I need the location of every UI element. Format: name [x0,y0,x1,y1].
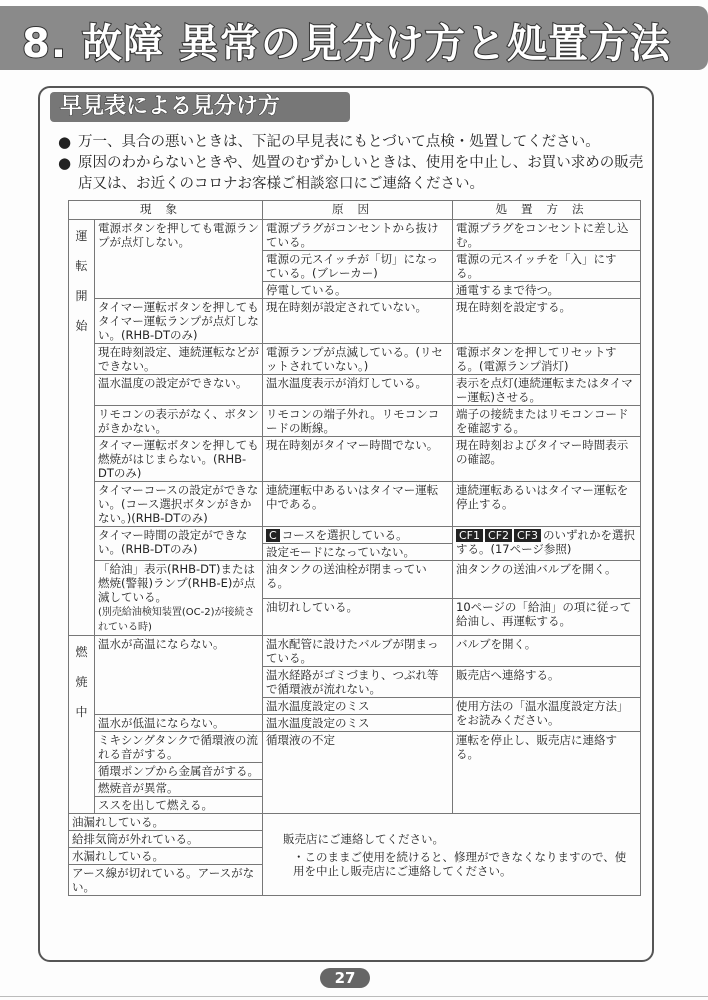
table-row [69,220,641,251]
troubleshooting-table [68,200,641,896]
table-row [69,375,641,406]
symptom-cell: タイマーコースの設定ができない。(コース選択ボタンがきかない。)(RHB-DTのみ) [95,482,263,527]
page-title-bar [0,6,708,70]
table-row [69,344,641,375]
symptom-cell: 水漏れしている。 [69,848,263,865]
table-row [69,814,641,831]
remedy-cell: 10ページの「給油」の項に従って給油し、再運転する。 [453,598,641,636]
header-remedy: 処置方法 [453,201,641,220]
cause-cell: 停電している。 [263,282,453,299]
symptom-cell: タイマー運転ボタンを押してもタイマー運転ランプが点灯しない。(RHB-DTのみ) [95,299,263,344]
symptom-cell: ミキシングタンクで循環液の流れる音がする。 [95,732,263,763]
remedy-cell: 連続運転あるいはタイマー運転を停止する。 [453,482,641,527]
remedy-cell: 電源ボタンを押してリセットする。(電源ランプ消灯) [453,344,641,375]
cause-cell: 温水経路がゴミづまり、つぶれ等で循環液が流れない。 [263,667,453,698]
table-header-row [69,201,641,220]
remedy-cell: 現在時刻およびタイマー時間表示の確認。 [453,437,641,482]
symptom-cell: 温水が低温にならない。 [95,715,263,732]
table-row [69,732,641,763]
table-row [69,299,641,344]
symptom-cell: タイマー運転ボタンを押しても燃焼がはじまらない。(RHB-DTのみ) [95,437,263,482]
remedy-cell: 通電するまで待つ。 [453,282,641,299]
remedy-note: ・このままご使用を続けると、修理ができなくなりますので、使用を中止し販売店にご連絡してください。 [293,849,627,878]
remedy-cell: 電源の元スイッチを「入」にする。 [453,251,641,282]
bullet-item [58,153,648,195]
category-burn: 燃 焼 中 [69,636,95,814]
cf3-button-icon: CF3 [514,529,541,542]
symptom-cell: アース線が切れている。アースがない。 [69,865,263,896]
symptom-cell: リモコンの表示がなく、ボタンがきかない。 [95,406,263,437]
remedy-cell: CF1 CF2 CF3 のいずれかを選択する。(17ページ参照) [453,527,641,561]
table-row [69,527,641,544]
table-row [69,636,641,667]
page-number: 27 [320,968,370,988]
symptom-cell: 油漏れしている。 [69,814,263,831]
table-row [69,482,641,527]
cause-cell: 電源ランプが点滅している。(リセットされていない。) [263,344,453,375]
bullet-icon: ● [58,133,72,151]
remedy-cell: 電源プラグをコンセントに差し込む。 [453,220,641,251]
cause-cell: 設定モードになっていない。 [263,544,453,561]
symptom-note: (別売給油検知装置(OC-2)が接続されている時) [98,607,255,633]
header-symptom: 現象 [69,201,263,220]
cause-cell: 現在時刻がタイマー時間でない。 [263,437,453,482]
symptom-cell: 給排気筒が外れている。 [69,831,263,848]
cause-cell: 油切れしている。 [263,598,453,636]
symptom-cell: ススを出して燃える。 [95,797,263,814]
symptom-cell: タイマー時間の設定ができない。(RHB-DTのみ) [95,527,263,561]
bullet-list [58,132,648,195]
cf1-button-icon: CF1 [456,529,483,542]
bullet-text: 万一、具合の悪いときは、下記の早見表にもとづいて点検・処置してください。 [78,134,600,150]
cause-cell: 電源プラグがコンセントから抜けている。 [263,220,453,251]
cf2-button-icon: CF2 [485,529,512,542]
remedy-cell: 使用方法の「温水温度設定方法」をお読みください。 [453,698,641,732]
remedy-cell [263,814,641,896]
cause-cell: 温水温度設定のミス [263,698,453,715]
table-row [69,561,641,599]
symptom-cell: 温水温度の設定ができない。 [95,375,263,406]
section-title: 早見表による見分け方 [60,94,281,119]
category-run: 運 転 開 始 [69,220,95,636]
symptom-cell: 現在時刻設定、連続運転などができない。 [95,344,263,375]
symptom-cell: 「給油」表示(RHB-DT)または燃焼(警報)ランプ(RHB-E)が点滅している。 (別売給油検知装置(OC-2)が接続されている時) [95,561,263,636]
symptom-cell: 燃焼音が異常。 [95,780,263,797]
cause-cell: 現在時刻が設定されていない。 [263,299,453,344]
cause-cell: C コースを選択している。 [263,527,453,544]
remedy-cell: 運転を停止し、販売店に連絡する。 [453,732,641,814]
cause-cell: リモコンの端子外れ。リモコンコードの断線。 [263,406,453,437]
cause-cell: 温水温度表示が消灯している。 [263,375,453,406]
cause-cell: 連続運転中あるいはタイマー運転中である。 [263,482,453,527]
bullet-item [58,132,648,153]
header-cause: 原因 [263,201,453,220]
table-row [69,437,641,482]
remedy-cell: 表示を点灯(連続運転またはタイマー運転)させる。 [453,375,641,406]
remedy-cell: 端子の接続またはリモコンコードを確認する。 [453,406,641,437]
remedy-cell: 油タンクの送油バルブを開く。 [453,561,641,599]
cause-cell: 温水温度設定のミス [263,715,453,732]
section-heading [50,92,350,122]
remedy-text: 販売店にご連絡してください。 [283,831,444,846]
bullet-icon: ● [58,154,72,172]
c-button-icon: C [266,529,280,542]
remedy-cell: バルブを開く。 [453,636,641,667]
remedy-cell: 販売店へ連絡する。 [453,667,641,698]
cause-cell: 電源の元スイッチが「切」になっている。(ブレーカー) [263,251,453,282]
symptom-cell: 温水が高温にならない。 [95,636,263,715]
cause-cell: 温水配管に設けたバルブが閉まっている。 [263,636,453,667]
divider [0,996,708,997]
page-title: 8. 故障 異常の見分け方と処置方法 [22,21,671,67]
cause-cell: 油タンクの送油栓が閉まっている。 [263,561,453,599]
symptom-cell: 電源ボタンを押しても電源ランプが点灯しない。 [95,220,263,299]
table-row [69,406,641,437]
cause-cell: 循環液の不定 [263,732,453,814]
bullet-text: 原因のわからないときや、処置のむずかしいときは、使用を中止し、お買い求めの販売店又は、お近くのコロナお客様ご相談窓口にご連絡ください。 [78,155,644,192]
symptom-cell: 循環ポンプから金属音がする。 [95,763,263,780]
remedy-cell: 現在時刻を設定する。 [453,299,641,344]
